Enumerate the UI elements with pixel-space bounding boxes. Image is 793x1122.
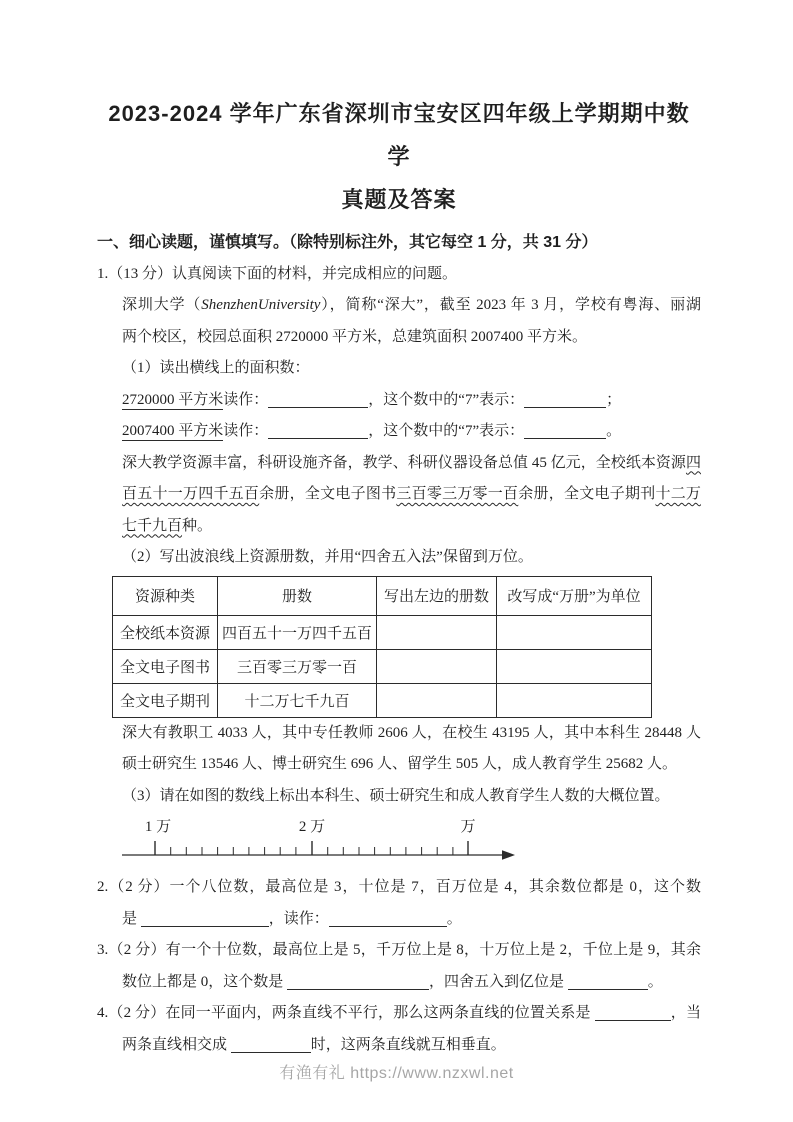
q1-resources-line2 xyxy=(122,479,701,511)
q1-part1-label: （1）读出横线上的面积数： xyxy=(122,360,310,376)
q1-staff-line1: 深大有教职工 4033 人，其中专任教师 2606 人，在校生 43195 人，其中本科生 28448 人 xyxy=(122,724,701,741)
q1-resources-line1 xyxy=(122,448,701,480)
table-header-count: 册数 xyxy=(218,576,377,615)
q4-text: 时，这两条直线就互相垂直。 xyxy=(310,1036,506,1053)
answer-cell-empty xyxy=(377,649,497,683)
line-end-punct: 。 xyxy=(606,423,622,439)
line-end-punct: ； xyxy=(606,391,622,408)
resource-table xyxy=(112,576,652,718)
q1-stem: 1.（13 分）认真阅读下面的材料，并完成相应的问题。 xyxy=(97,265,458,282)
q3-line2 xyxy=(122,967,701,999)
table-row xyxy=(113,683,652,717)
table-header-rewrite: 改写成“万册”为单位 xyxy=(497,576,652,615)
resources-text: 余册，全文电子期刊 xyxy=(518,486,656,502)
q4-text: 两条直线相交成 xyxy=(122,1036,228,1053)
site-footer xyxy=(0,1060,793,1083)
q2-text: ，读作： xyxy=(268,910,329,927)
table-row xyxy=(113,615,652,649)
table-header-kind: 资源种类 xyxy=(113,576,218,615)
q3-line1: 3.（2 分）有一个十位数，最高位上是 5，千万位上是 8，十万位上是 2，千位上是 9，其余 xyxy=(97,942,701,958)
wavy-number-part: 三百零三万零一百 xyxy=(396,486,519,502)
resources-text: 种。 xyxy=(182,517,213,534)
wavy-number-part: 七千九百 xyxy=(122,517,183,534)
numberline-label-1wan: 1 万 xyxy=(144,819,172,835)
page-title-line1: 2023-2024 学年广东省深圳市宝安区四年级上学期期中数学 xyxy=(108,101,690,169)
q4-text: ，当 xyxy=(670,1005,701,1021)
number-line-svg xyxy=(122,814,522,866)
q1-intro-line2: 两个校区，校园总面积 2720000 平方米，总建筑面积 2007400 平方米。 xyxy=(122,328,588,345)
q3-text: 数位上都是 0，这个数是 xyxy=(122,973,284,990)
table-row xyxy=(113,649,652,683)
answer-cell-empty xyxy=(377,683,497,717)
wavy-number-part: 十二万 xyxy=(655,486,701,502)
read-as-label: 读作： xyxy=(223,423,269,439)
q1-staff-line2: 硕士研究生 13546 人、博士研究生 696 人、留学生 505 人，成人教育学生 25682 人。 xyxy=(122,756,678,772)
cell-kind: 全文电子图书 xyxy=(113,649,218,683)
university-english-name: ShenzhenUniversity xyxy=(201,297,321,313)
cell-count: 十二万七千九百 xyxy=(218,683,377,717)
q2-text: 是 xyxy=(122,910,138,927)
section-heading: 一、细心读题，谨慎填写。（除特别标注外，其它每空 1 分，共 31 分） xyxy=(97,234,598,251)
read-as-label: 读作： xyxy=(223,391,269,408)
q1-part1-line-a xyxy=(122,385,701,417)
fill-blank xyxy=(268,421,368,439)
fill-blank xyxy=(231,1035,311,1053)
q1-part1-line-b xyxy=(122,416,701,448)
underlined-number-2007400: 2007400 平方米 xyxy=(122,423,224,439)
table-header-write: 写出左边的册数 xyxy=(377,576,497,615)
fill-blank xyxy=(568,972,648,990)
q3-text: ，四舍五入到亿位是 xyxy=(429,973,565,990)
q1-part2-label: （2）写出波浪线上资源册数，并用“四舍五入法”保留到万位。 xyxy=(122,549,533,565)
q4-text: 4.（2 分）在同一平面内，两条直线不平行，那么这两条直线的位置关系是 xyxy=(97,1005,591,1021)
wavy-number-part: 四 xyxy=(685,454,701,471)
q4-line2 xyxy=(122,1030,701,1062)
fill-blank xyxy=(287,972,429,990)
answer-cell-empty xyxy=(377,615,497,649)
cell-kind: 全文电子期刊 xyxy=(113,683,218,717)
q1-part3-label: （3）请在如图的数线上标出本科生、硕士研究生和成人教育学生人数的大概位置。 xyxy=(122,787,670,804)
intro-text-post: ），简称“深大”，截至 2023 年 3 月，学校有粤海、丽湖 xyxy=(320,297,701,313)
fill-blank xyxy=(524,421,606,439)
footer-text: 有渔有礼 https://www.nzxwl.net xyxy=(279,1065,514,1082)
numberline-label-blank-wan: 万 xyxy=(460,819,476,835)
seven-means-label: ，这个数中的“7”表示： xyxy=(368,391,525,408)
q4-line1 xyxy=(97,998,701,1030)
page-title-line2: 真题及答案 xyxy=(341,187,457,212)
fill-blank xyxy=(268,390,368,408)
wavy-number-part: 百五十一万四千五百 xyxy=(122,486,260,502)
q2-line1: 2.（2 分）一个八位数，最高位是 3，十位是 7，百万位是 4，其余数位都是 0，这个数 xyxy=(97,879,701,895)
page-title xyxy=(97,92,701,221)
underlined-number-2720000: 2720000 平方米 xyxy=(122,391,224,408)
answer-cell-empty xyxy=(497,649,652,683)
seven-means-label: ，这个数中的“7”表示： xyxy=(368,423,525,439)
cell-kind: 全校纸本资源 xyxy=(113,615,218,649)
line-end-punct: 。 xyxy=(647,973,663,990)
q1-resources-line3 xyxy=(122,511,701,543)
fill-blank xyxy=(141,909,269,927)
q1-intro-line1 xyxy=(122,290,701,322)
table-header-row xyxy=(113,576,652,615)
resources-text: 余册，全文电子图书 xyxy=(259,486,397,502)
cell-count: 三百零三万零一百 xyxy=(218,649,377,683)
fill-blank xyxy=(595,1003,671,1021)
intro-text-pre: 深圳大学（ xyxy=(122,297,202,313)
number-line-figure xyxy=(122,814,701,866)
fill-blank xyxy=(329,909,447,927)
q2-line2 xyxy=(122,904,701,936)
answer-cell-empty xyxy=(497,615,652,649)
cell-count: 四百五十一万四千五百 xyxy=(218,615,377,649)
answer-cell-empty xyxy=(497,683,652,717)
line-end-punct: 。 xyxy=(446,910,462,927)
resources-text: 深大教学资源丰富，科研设施齐备，教学、科研仪器设备总值 45 亿元，全校纸本资源 xyxy=(122,454,686,471)
numberline-label-2wan: 2 万 xyxy=(298,819,326,835)
arrow-right-icon xyxy=(502,850,515,860)
fill-blank xyxy=(524,390,606,408)
